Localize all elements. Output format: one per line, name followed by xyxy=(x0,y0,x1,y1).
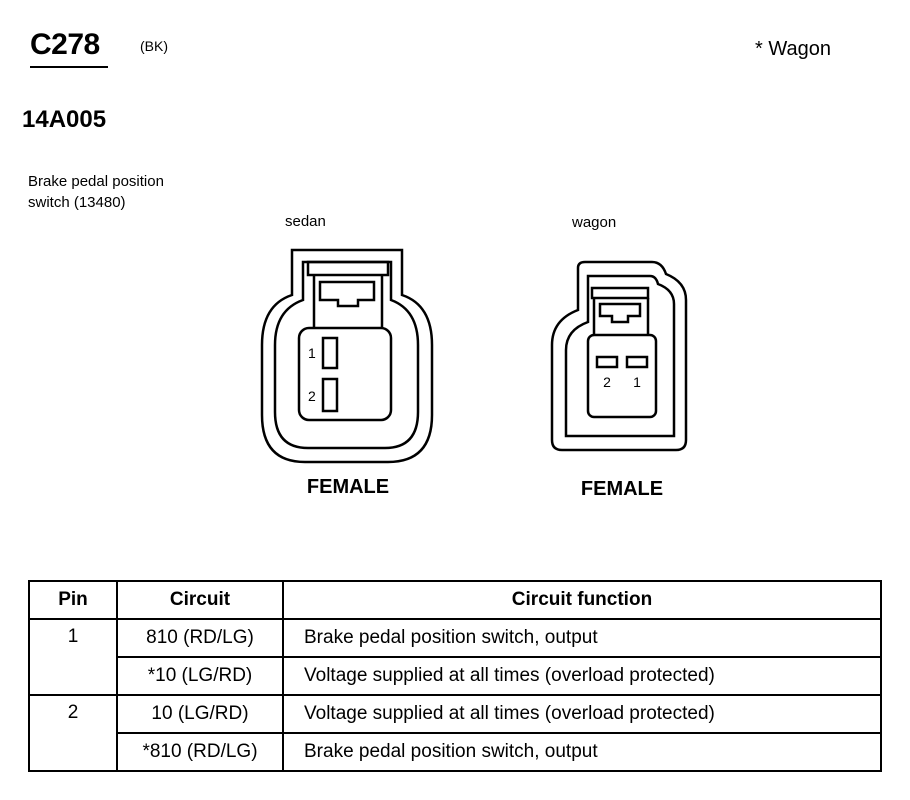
function-cell: Voltage supplied at all times (overload protected) xyxy=(283,657,881,695)
table-row xyxy=(29,619,881,657)
variant-note: * Wagon xyxy=(755,38,831,60)
sedan-pin-cavity-2 xyxy=(323,379,337,411)
wagon-terminal-face xyxy=(588,335,656,417)
table-row xyxy=(29,695,881,733)
wagon-pin-label-2: 2 xyxy=(603,374,611,390)
sedan-gender-label: FEMALE xyxy=(306,476,390,498)
wagon-outer-body xyxy=(552,262,686,450)
table-header-row xyxy=(29,581,881,619)
part-number: 14A005 xyxy=(22,106,107,133)
table-row xyxy=(29,657,881,695)
sedan-connector xyxy=(262,213,432,498)
pin-table xyxy=(28,580,882,772)
sedan-pin-label-2: 2 xyxy=(308,388,316,404)
header-circuit-function: Circuit function xyxy=(283,581,881,619)
circuit-cell: 810 (RD/LG) xyxy=(117,619,283,657)
wagon-gender-label: FEMALE xyxy=(580,478,664,500)
function-cell: Voltage supplied at all times (overload protected) xyxy=(283,695,881,733)
wagon-pin-label-1: 1 xyxy=(633,374,641,390)
wagon-latch-top xyxy=(592,288,648,298)
function-cell: Brake pedal position switch, output xyxy=(283,733,881,771)
wagon-pin-cavity-1 xyxy=(627,357,647,367)
circuit-cell: 10 (LG/RD) xyxy=(117,695,283,733)
sedan-pin-label-1: 1 xyxy=(308,345,316,361)
wagon-inner-body xyxy=(566,276,674,436)
sedan-latch-tab xyxy=(320,282,374,306)
wagon-pin-cavity-2 xyxy=(597,357,617,367)
header-circuit: Circuit xyxy=(117,581,283,619)
circuit-cell: *10 (LG/RD) xyxy=(117,657,283,695)
sedan-pin-cavity-1 xyxy=(323,338,337,368)
table-row xyxy=(29,733,881,771)
sedan-label: sedan xyxy=(285,213,326,230)
sedan-terminal-face xyxy=(299,328,391,420)
wagon-connector xyxy=(552,214,686,500)
sedan-latch-top xyxy=(308,262,388,275)
connector-code: C278 xyxy=(30,28,100,61)
component-line-2: switch (13480) xyxy=(28,194,126,211)
header-pin: Pin xyxy=(29,581,117,619)
component-line-1: Brake pedal position xyxy=(28,173,164,190)
circuit-cell: *810 (RD/LG) xyxy=(117,733,283,771)
wagon-label: wagon xyxy=(572,214,617,231)
pin-cell: 2 xyxy=(29,695,117,771)
wagon-latch-tab xyxy=(600,304,640,322)
pin-cell: 1 xyxy=(29,619,117,695)
connector-color: (BK) xyxy=(140,38,168,54)
function-cell: Brake pedal position switch, output xyxy=(283,619,881,657)
